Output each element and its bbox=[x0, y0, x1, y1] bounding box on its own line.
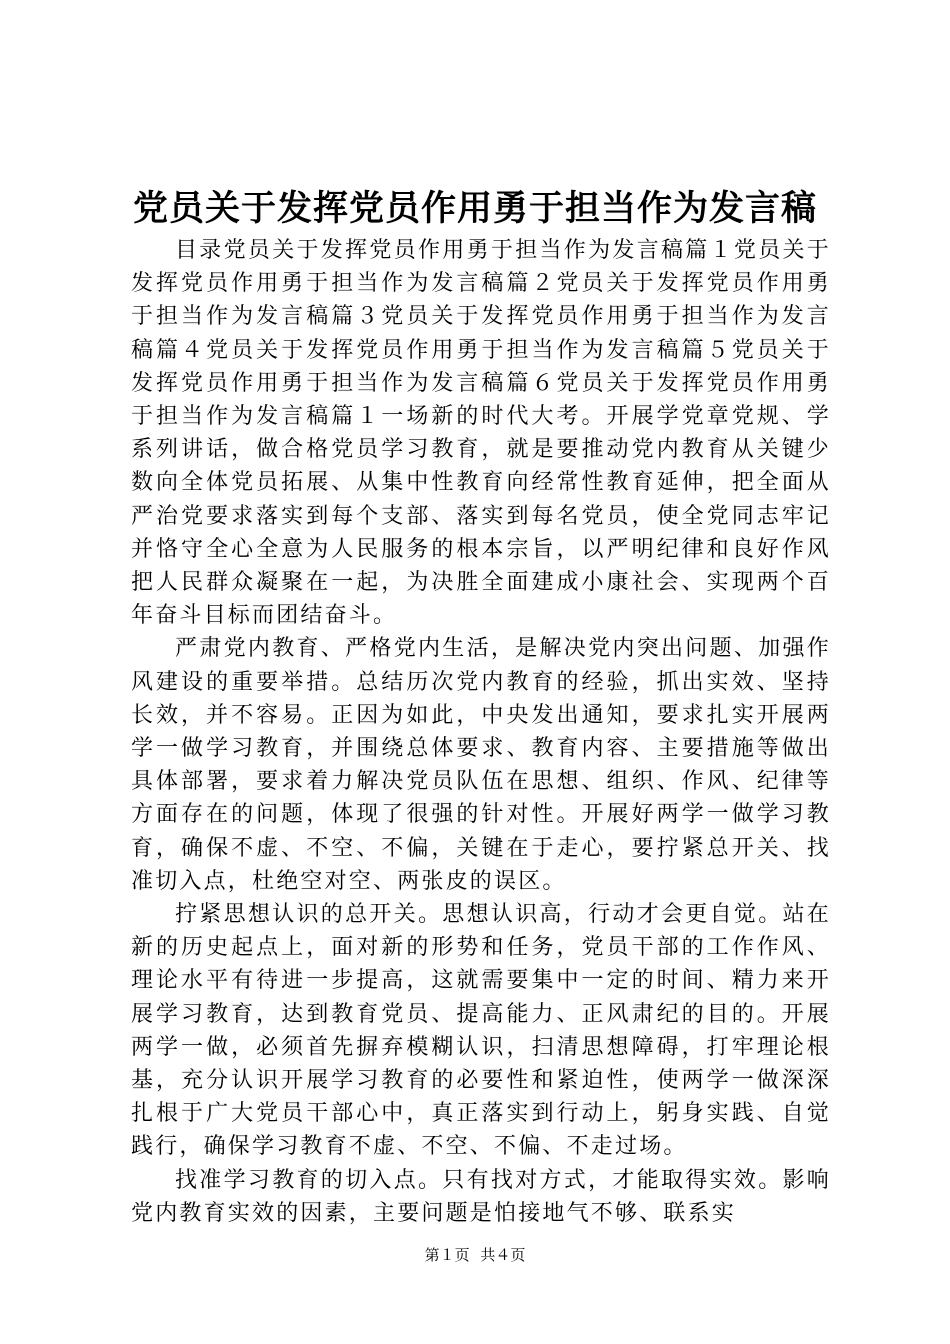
page-number: 第１页 bbox=[424, 1246, 470, 1264]
paragraph: 拧紧思想认识的总开关。思想认识高，行动才会更自觉。站在新的历史起点上，面对新的形势和任务，党员干部的工作作风、理论水平有待进一步提高，这就需要集中一定的时间、精力来开展学习教育，达到教育党员、提高能力、正风肃纪的目的。开展两学一做，必须首先摒弃模糊认识，扫清思想障碍，打牢理论根基，充分认识开展学习教育的必要性和紧迫性，使两学一做深深扎根于广大党员干部心中，真正落实到行动上，躬身实践、自觉践行，确保学习教育不虚、不空、不偏、不走过场。 bbox=[131, 902, 831, 1160]
paragraph: 严肃党内教育、严格党内生活，是解决党内突出问题、加强作风建设的重要举措。总结历次党内教育的经验，抓出实效、坚持长效，并不容易。正因为如此，中央发出通知，要求扎实开展两学一做学习教育，并围绕总体要求、教育内容、主要措施等做出具体部署，要求着力解决党员队伍在思想、组织、作风、纪律等方面存在的问题，体现了很强的针对性。开展好两学一做学习教育，确保不虚、不空、不偏，关键在于走心，要拧紧总开关、找准切入点，杜绝空对空、两张皮的误区。 bbox=[131, 636, 831, 894]
document-title: 党员关于发挥党员作用勇于担当作为发言稿 bbox=[132, 189, 817, 229]
paragraph: 目录党员关于发挥党员作用勇于担当作为发言稿篇１党员关于发挥党员作用勇于担当作为发言稿篇２党员关于发挥党员作用勇于担当作为发言稿篇３党员关于发挥党员作用勇于担当作为发言稿篇４党员关于发挥党员作用勇于担当作为发言稿篇５党员关于发挥党员作用勇于担当作为发言稿篇６党员关于发挥党员作用勇于担当作为发言稿篇１一场新的时代大考。开展学党章党规、学系列讲话，做合格党员学习教育，就是要推动党内教育从关键少数向全体党员拓展、从集中性教育向经常性教育延伸，把全面从严治党要求落实到每个支部、落实到每名党员，使全党同志牢记并恪守全心全意为人民服务的根本宗旨，以严明纪律和良好作风把人民群众凝聚在一起，为决胜全面建成小康社会、实现两个百年奋斗目标而团结奋斗。 bbox=[131, 238, 831, 629]
page-total: 共４页 bbox=[480, 1246, 526, 1264]
page-footer bbox=[0, 1245, 950, 1265]
document-body bbox=[131, 234, 831, 1230]
paragraph: 找准学习教育的切入点。只有找对方式，才能取得实效。影响党内教育实效的因素，主要问题是怕接地气不够、联系实 bbox=[131, 1167, 831, 1226]
